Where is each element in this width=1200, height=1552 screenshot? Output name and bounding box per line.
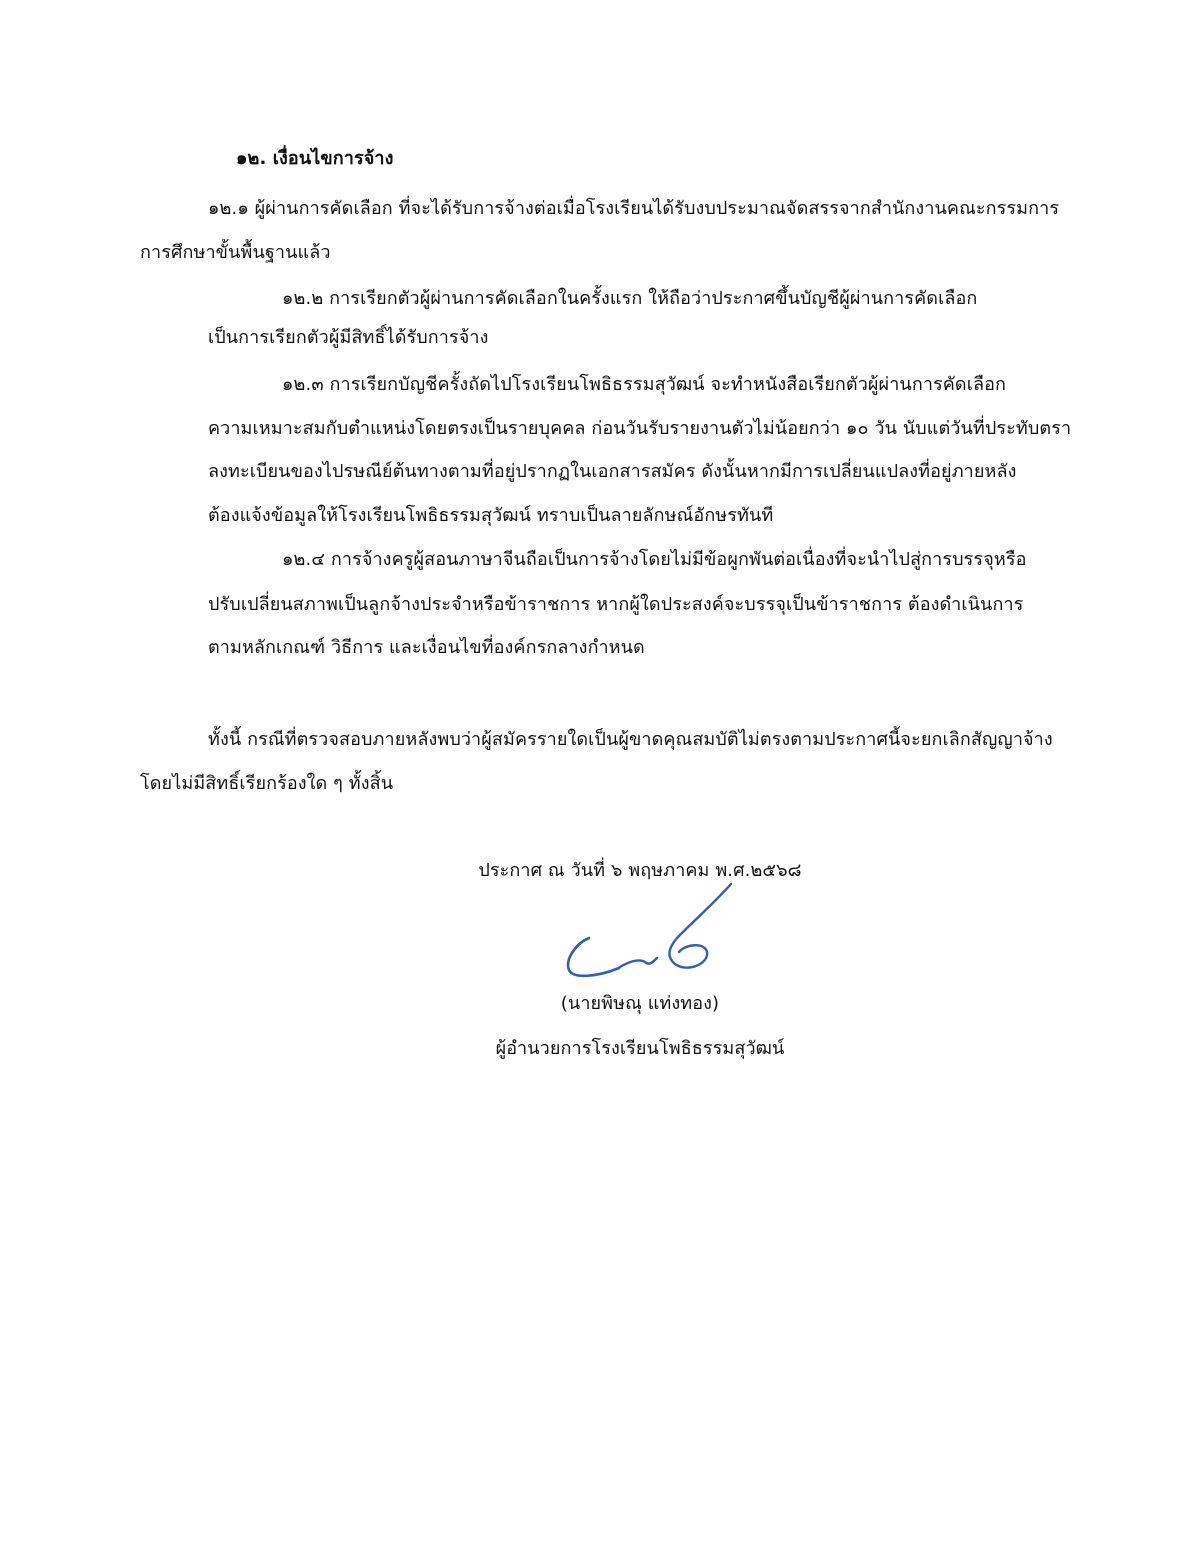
item-12-1-line-1: ๑๒.๑ ผู้ผ่านการคัดเลือก ที่จะได้รับการจ้างต่อเมื่อโรงเรียนได้รับงบประมาณจัดสรรจากสำนักงานคณะกรรมการ xyxy=(208,198,1060,219)
signature-image xyxy=(555,882,765,982)
item-12-1-line-2: การศึกษาขั้นพื้นฐานแล้ว xyxy=(140,242,331,263)
item-12-4-line-1: ๑๒.๔ การจ้างครูผู้สอนภาษาจีนถือเป็นการจ้างโดยไม่มีข้อผูกพันต่อเนื่องที่จะนำไปสู่การบรรจุหรือ xyxy=(282,549,1027,570)
signer-name: (นายพิษณุ แท่งทอง) xyxy=(560,993,720,1014)
closing-line-1: ทั้งนี้ กรณีที่ตรวจสอบภายหลังพบว่าผู้สมัครรายใดเป็นผู้ขาดคุณสมบัติไม่ตรงตามประกาศนี้จะยกเลิกสัญญาจ้าง xyxy=(208,729,1053,750)
item-12-3-line-4: ต้องแจ้งข้อมูลให้โรงเรียนโพธิธรรมสุวัฒน์ ทราบเป็นลายลักษณ์อักษรทันที xyxy=(208,505,774,526)
signature-icon xyxy=(555,882,765,982)
section-heading: ๑๒. เงื่อนไขการจ้าง xyxy=(236,148,394,169)
signer-title: ผู้อำนวยการโรงเรียนโพธิธรรมสุวัฒน์ xyxy=(495,1038,785,1059)
item-12-4-line-3: ตามหลักเกณฑ์ วิธีการ และเงื่อนไขที่องค์กรกลางกำหนด xyxy=(208,637,645,658)
item-12-3-line-2: ความเหมาะสมกับตำแหน่งโดยตรงเป็นรายบุคคล ก่อนวันรับรายงานตัวไม่น้อยกว่า ๑๐ วัน นับแต่วันที่ประทับตรา xyxy=(208,418,1072,439)
announcement-date: ประกาศ ณ วันที่ ๖ พฤษภาคม พ.ศ.๒๕๖๘ xyxy=(478,860,802,881)
item-12-3-line-1: ๑๒.๓ การเรียกบัญชีครั้งถัดไปโรงเรียนโพธิธรรมสุวัฒน์ จะทำหนังสือเรียกตัวผู้ผ่านการคัดเลือก xyxy=(282,374,1007,395)
item-12-3-line-3: ลงทะเบียนของไปรษณีย์ต้นทางตามที่อยู่ปรากฏในเอกสารสมัคร ดังนั้นหากมีการเปลี่ยนแปลงที่อยู่ภายหลัง xyxy=(208,461,1017,482)
item-12-4-line-2: ปรับเปลี่ยนสภาพเป็นลูกจ้างประจำหรือข้าราชการ หากผู้ใดประสงค์จะบรรจุเป็นข้าราชการ ต้องดำเนินการ xyxy=(208,594,1024,615)
closing-line-2: โดยไม่มีสิทธิ์เรียกร้องใด ๆ ทั้งสิ้น xyxy=(140,773,394,794)
item-12-2-line-1: ๑๒.๒ การเรียกตัวผู้ผ่านการคัดเลือกในครั้งแรก ให้ถือว่าประกาศขึ้นบัญชีผู้ผ่านการคัดเลือก xyxy=(282,288,978,309)
item-12-2-line-2: เป็นการเรียกตัวผู้มีสิทธิ์ได้รับการจ้าง xyxy=(208,327,489,348)
